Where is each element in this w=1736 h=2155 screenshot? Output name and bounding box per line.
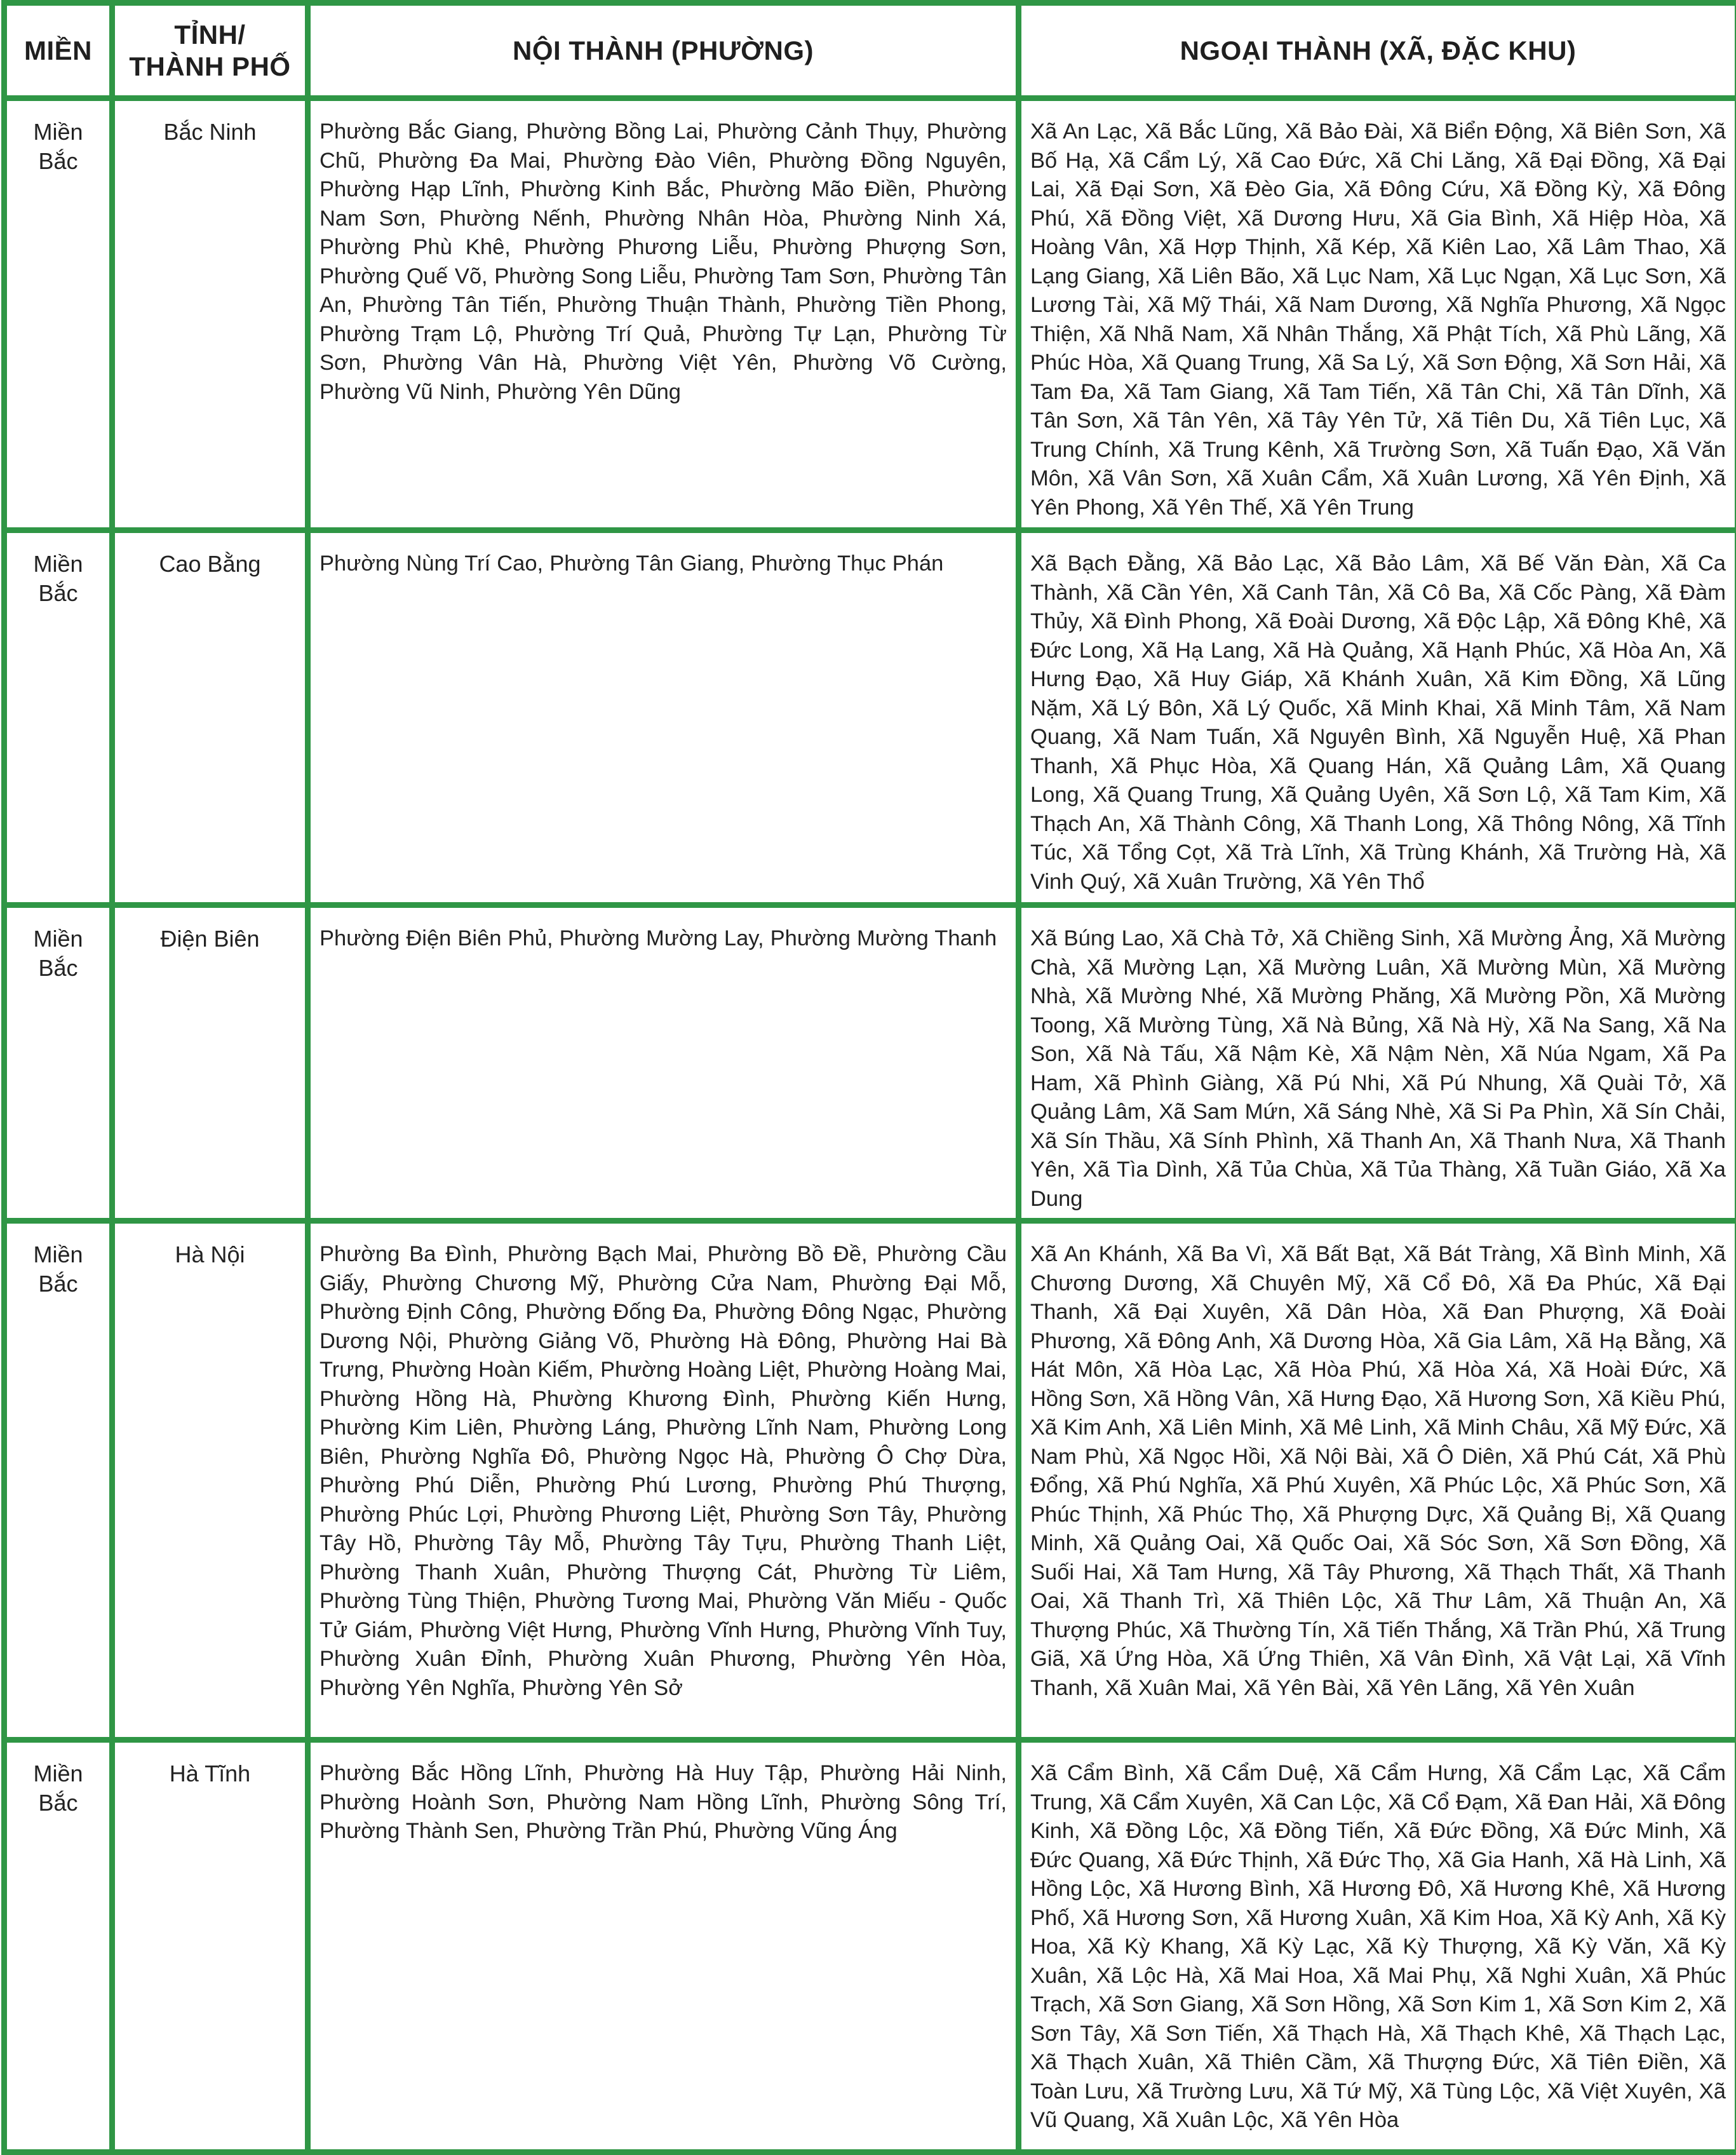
cell-noi-thanh: Phường Ba Đình, Phường Bạch Mai, Phường Bồ Đề, Phường Cầu Giấy, Phường Chương Mỹ, Phường Cửa Nam, Phường Đại Mỗ, Phường Định Công, Phường Đống Đa, Phường Đông Ngạc, Phường Dương Nội, Phường Giảng Võ, Phường Hà Đông, Phường Hai Bà Trưng, Phường Hoàn Kiếm, Phường Hoàng Liệt, Phường Hoàng Mai, Phường Hồng Hà, Phường Khương Đình, Phường Kiến Hưng, Phường Kim Liên, Phường Láng, Phường Lĩnh Nam, Phường Long Biên, Phường Nghĩa Đô, Phường Ngọc Hà, Phường Ô Chợ Dừa, Phường Phú Diễn, Phường Phú Lương, Phường Phú Thượng, Phường Phúc Lợi, Phường Phương Liệt, Phường Sơn Tây, Phường Tây Hồ, Phường Tây Mỗ, Phường Tây Tựu, Phường Thanh Liệt, Phường Thanh Xuân, Phường Thượng Cát, Phường Từ Liêm, Phường Tùng Thiện, Phường Tương Mai, Phường Văn Miếu - Quốc Tử Giám, Phường Việt Hưng, Phường Vĩnh Hưng, Phường Vĩnh Tuy, Phường Xuân Đỉnh, Phường Xuân Phương, Phường Yên Hòa, Phường Yên Nghĩa, Phường Yên Sở [308,1221,1019,1740]
cell-mien: Miền Bắc [4,530,112,905]
cell-tinh: Hà Nội [112,1221,308,1740]
cell-tinh: Điện Biên [112,905,308,1221]
cell-ngoai-thanh: Xã Bạch Đằng, Xã Bảo Lạc, Xã Bảo Lâm, Xã Bế Văn Đàn, Xã Ca Thành, Xã Cần Yên, Xã Canh Tân, Xã Cô Ba, Xã Cốc Pàng, Xã Đàm Thủy, Xã Đình Phong, Xã Đoài Dương, Xã Độc Lập, Xã Đông Khê, Xã Đức Long, Xã Hạ Lang, Xã Hà Quảng, Xã Hạnh Phúc, Xã Hòa An, Xã Hưng Đạo, Xã Huy Giáp, Xã Khánh Xuân, Xã Kim Đồng, Xã Lũng Nặm, Xã Lý Bôn, Xã Lý Quốc, Xã Minh Khai, Xã Minh Tâm, Xã Nam Quang, Xã Nam Tuấn, Xã Nguyên Bình, Xã Nguyễn Huệ, Xã Phan Thanh, Xã Phục Hòa, Xã Quang Hán, Xã Quảng Lâm, Xã Quang Long, Xã Quang Trung, Xã Quảng Uyên, Xã Sơn Lộ, Xã Tam Kim, Xã Thạch An, Xã Thành Công, Xã Thanh Long, Xã Thông Nông, Xã Tĩnh Túc, Xã Tổng Cọt, Xã Trà Lĩnh, Xã Trùng Khánh, Xã Trường Hà, Xã Vinh Quý, Xã Xuân Trường, Xã Yên Thổ [1019,530,1736,905]
table-row [4,905,1736,1221]
cell-ngoai-thanh: Xã Búng Lao, Xã Chà Tở, Xã Chiềng Sinh, Xã Mường Ảng, Xã Mường Chà, Xã Mường Lạn, Xã Mường Luân, Xã Mường Mùn, Xã Mường Nhà, Xã Mường Nhé, Xã Mường Phăng, Xã Mường Pồn, Xã Mường Toong, Xã Mường Tùng, Xã Nà Bủng, Xã Nà Hỳ, Xã Na Sang, Xã Na Son, Xã Nà Tấu, Xã Nậm Kè, Xã Nậm Nèn, Xã Núa Ngam, Xã Pa Ham, Xã Phình Giàng, Xã Pú Nhi, Xã Pú Nhung, Xã Quài Tở, Xã Quảng Lâm, Xã Sam Mứn, Xã Sáng Nhè, Xã Si Pa Phìn, Xã Sín Chải, Xã Sín Thầu, Xã Sính Phình, Xã Thanh An, Xã Thanh Nưa, Xã Thanh Yên, Xã Tìa Dình, Xã Tủa Chùa, Xã Tủa Thàng, Xã Tuần Giáo, Xã Xa Dung [1019,905,1736,1221]
cell-noi-thanh: Phường Điện Biên Phủ, Phường Mường Lay, Phường Mường Thanh [308,905,1019,1221]
cell-noi-thanh: Phường Nùng Trí Cao, Phường Tân Giang, Phường Thục Phán [308,530,1019,905]
region-table [1,0,1736,2155]
table-row [4,98,1736,530]
cell-mien: Miền Bắc [4,1221,112,1740]
cell-ngoai-thanh: Xã An Lạc, Xã Bắc Lũng, Xã Bảo Đài, Xã Biển Động, Xã Biên Sơn, Xã Bố Hạ, Xã Cẩm Lý, Xã Cao Đức, Xã Chi Lăng, Xã Đại Đồng, Xã Đại Lai, Xã Đại Sơn, Xã Đèo Gia, Xã Đông Cứu, Xã Đồng Kỳ, Xã Đông Phú, Xã Đồng Việt, Xã Dương Hưu, Xã Gia Bình, Xã Hiệp Hòa, Xã Hoàng Vân, Xã Hợp Thịnh, Xã Kép, Xã Kiên Lao, Xã Lâm Thao, Xã Lạng Giang, Xã Liên Bão, Xã Lục Nam, Xã Lục Ngạn, Xã Lục Sơn, Xã Lương Tài, Xã Mỹ Thái, Xã Nam Dương, Xã Nghĩa Phương, Xã Ngọc Thiện, Xã Nhã Nam, Xã Nhân Thắng, Xã Phật Tích, Xã Phù Lãng, Xã Phúc Hòa, Xã Quang Trung, Xã Sa Lý, Xã Sơn Động, Xã Sơn Hải, Xã Tam Đa, Xã Tam Giang, Xã Tam Tiến, Xã Tân Chi, Xã Tân Dĩnh, Xã Tân Sơn, Xã Tân Yên, Xã Tây Yên Tử, Xã Tiên Du, Xã Tiên Lục, Xã Trung Chính, Xã Trung Kênh, Xã Trường Sơn, Xã Tuấn Đạo, Xã Văn Môn, Xã Vân Sơn, Xã Xuân Cẩm, Xã Xuân Lương, Xã Yên Định, Xã Yên Phong, Xã Yên Thế, Xã Yên Trung [1019,98,1736,530]
cell-ngoai-thanh: Xã An Khánh, Xã Ba Vì, Xã Bất Bạt, Xã Bát Tràng, Xã Bình Minh, Xã Chương Dương, Xã Chuyên Mỹ, Xã Cổ Đô, Xã Đa Phúc, Xã Đại Thanh, Xã Đại Xuyên, Xã Dân Hòa, Xã Đan Phượng, Xã Đoài Phương, Xã Đông Anh, Xã Dương Hòa, Xã Gia Lâm, Xã Hạ Bằng, Xã Hát Môn, Xã Hòa Lạc, Xã Hòa Phú, Xã Hòa Xá, Xã Hoài Đức, Xã Hồng Sơn, Xã Hồng Vân, Xã Hưng Đạo, Xã Hương Sơn, Xã Kiều Phú, Xã Kim Anh, Xã Liên Minh, Xã Mê Linh, Xã Minh Châu, Xã Mỹ Đức, Xã Nam Phù, Xã Ngọc Hồi, Xã Nội Bài, Xã Ô Diên, Xã Phú Cát, Xã Phù Đổng, Xã Phú Nghĩa, Xã Phú Xuyên, Xã Phúc Lộc, Xã Phúc Sơn, Xã Phúc Thịnh, Xã Phúc Thọ, Xã Phượng Dực, Xã Quảng Bị, Xã Quang Minh, Xã Quảng Oai, Xã Quốc Oai, Xã Sóc Sơn, Xã Sơn Đồng, Xã Suối Hai, Xã Tam Hưng, Xã Tây Phương, Xã Thạch Thất, Xã Thanh Oai, Xã Thanh Trì, Xã Thiên Lộc, Xã Thư Lâm, Xã Thuận An, Xã Thượng Phúc, Xã Thường Tín, Xã Tiến Thắng, Xã Trần Phú, Xã Trung Giã, Xã Ứng Hòa, Xã Ứng Thiên, Xã Vân Đình, Xã Vật Lại, Xã Vĩnh Thanh, Xã Xuân Mai, Xã Yên Bài, Xã Yên Lãng, Xã Yên Xuân [1019,1221,1736,1740]
cell-noi-thanh: Phường Bắc Giang, Phường Bồng Lai, Phường Cảnh Thụy, Phường Chũ, Phường Đa Mai, Phường Đào Viên, Phường Đồng Nguyên, Phường Hạp Lĩnh, Phường Kinh Bắc, Phường Mão Điền, Phường Nam Sơn, Phường Nếnh, Phường Nhân Hòa, Phường Ninh Xá, Phường Phù Khê, Phường Phương Liễu, Phường Phượng Sơn, Phường Quế Võ, Phường Song Liễu, Phường Tam Sơn, Phường Tân An, Phường Tân Tiến, Phường Thuận Thành, Phường Tiền Phong, Phường Trạm Lộ, Phường Trí Quả, Phường Tự Lạn, Phường Từ Sơn, Phường Vân Hà, Phường Việt Yên, Phường Võ Cường, Phường Vũ Ninh, Phường Yên Dũng [308,98,1019,530]
header-ngoai-thanh: NGOẠI THÀNH (XÃ, ĐẶC KHU) [1019,3,1736,98]
cell-noi-thanh: Phường Bắc Hồng Lĩnh, Phường Hà Huy Tập, Phường Hải Ninh, Phường Hoành Sơn, Phường Nam Hồng Lĩnh, Phường Sông Trí, Phường Thành Sen, Phường Trần Phú, Phường Vũng Áng [308,1740,1019,2152]
cell-tinh: Cao Bằng [112,530,308,905]
header-noi-thanh: NỘI THÀNH (PHƯỜNG) [308,3,1019,98]
cell-ngoai-thanh: Xã Cẩm Bình, Xã Cẩm Duệ, Xã Cẩm Hưng, Xã Cẩm Lạc, Xã Cẩm Trung, Xã Cẩm Xuyên, Xã Can Lộc, Xã Cổ Đạm, Xã Đan Hải, Xã Đông Kinh, Xã Đồng Lộc, Xã Đồng Tiến, Xã Đức Đồng, Xã Đức Minh, Xã Đức Quang, Xã Đức Thịnh, Xã Đức Thọ, Xã Gia Hanh, Xã Hà Linh, Xã Hồng Lộc, Xã Hương Bình, Xã Hương Đô, Xã Hương Khê, Xã Hương Phố, Xã Hương Sơn, Xã Hương Xuân, Xã Kim Hoa, Xã Kỳ Anh, Xã Kỳ Hoa, Xã Kỳ Khang, Xã Kỳ Lạc, Xã Kỳ Thượng, Xã Kỳ Văn, Xã Kỳ Xuân, Xã Lộc Hà, Xã Mai Hoa, Xã Mai Phụ, Xã Nghi Xuân, Xã Phúc Trạch, Xã Sơn Giang, Xã Sơn Hồng, Xã Sơn Kim 1, Xã Sơn Kim 2, Xã Sơn Tây, Xã Sơn Tiến, Xã Thạch Hà, Xã Thạch Khê, Xã Thạch Lạc, Xã Thạch Xuân, Xã Thiên Cầm, Xã Thượng Đức, Xã Tiên Điền, Xã Toàn Lưu, Xã Trường Lưu, Xã Tứ Mỹ, Xã Tùng Lộc, Xã Việt Xuyên, Xã Vũ Quang, Xã Xuân Lộc, Xã Yên Hòa [1019,1740,1736,2152]
header-mien: MIỀN [4,3,112,98]
table-row [4,530,1736,905]
header-tinh: TỈNH/ THÀNH PHỐ [112,3,308,98]
cell-mien: Miền Bắc [4,98,112,530]
header-row [4,3,1736,98]
table-row [4,1221,1736,1740]
cell-tinh: Bắc Ninh [112,98,308,530]
cell-mien: Miền Bắc [4,1740,112,2152]
table-row [4,1740,1736,2152]
cell-tinh: Hà Tĩnh [112,1740,308,2152]
cell-mien: Miền Bắc [4,905,112,1221]
